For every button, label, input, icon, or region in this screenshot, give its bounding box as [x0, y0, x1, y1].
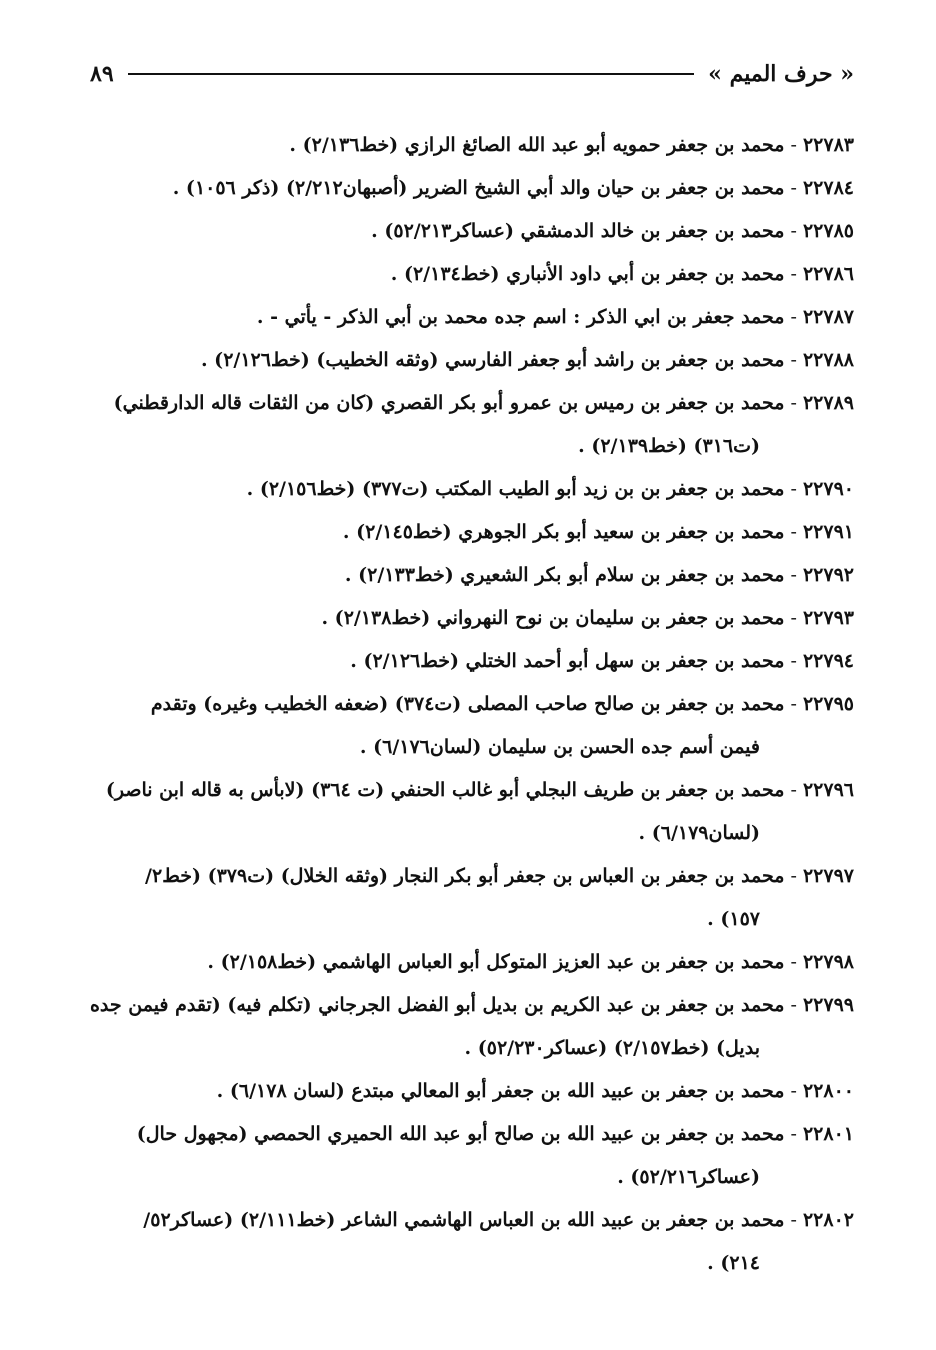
entry-separator: - [784, 177, 803, 199]
entry-line [84, 382, 854, 425]
list-item [84, 296, 854, 339]
entry-separator: - [784, 220, 803, 242]
entry-text: محمد بن جعفر حمويه أبو عبد الله الصائغ الرازي (خط٢/١٣٦) . [289, 134, 785, 156]
page-header [90, 56, 854, 92]
entry-separator: - [784, 994, 803, 1016]
section-title: « حرف الميم » [708, 61, 854, 87]
list-item [84, 1070, 854, 1113]
entry-separator: - [784, 564, 803, 586]
entry-text: محمد بن جعفر بن عبيد الله بن جعفر أبو المعالي مبتدع (لسان ٦/١٧٨) . [216, 1080, 785, 1102]
list-item [84, 941, 854, 984]
entry-text: محمد بن جعفر بن صالح صاحب المصلى (ت٣٧٤) (ضعفه الخطيب وغيره) وتقدم [150, 693, 785, 715]
entry-text: محمد بن جعفر بن طريف البجلي أبو غالب الحنفي (ت ٣٦٤) (لابأس به قاله ابن ناصر) [105, 779, 785, 801]
list-item [84, 339, 854, 382]
list-item [84, 1113, 854, 1199]
list-item [84, 124, 854, 167]
entry-separator: - [784, 607, 803, 629]
entry-line [84, 210, 854, 253]
entry-number: ٢٢٧٩٨ [802, 951, 854, 973]
list-item [84, 984, 854, 1070]
entry-text: محمد بن جعفر بن عبد الكريم بن بديل أبو الفضل الجرجاني (تكلم فيه) (تقدم فيمن جده [89, 994, 785, 1016]
entry-number: ٢٢٧٨٧ [802, 306, 854, 328]
entry-number: ٢٢٧٩٦ [802, 779, 854, 801]
entry-list [84, 124, 854, 1285]
entry-number: ٢٢٧٨٥ [802, 220, 854, 242]
entry-number: ٢٢٧٩٧ [802, 865, 854, 887]
header-rule [128, 73, 695, 75]
entry-number: ٢٢٧٨٨ [802, 349, 854, 371]
entry-line [84, 640, 854, 683]
entry-text: محمد بن جعفر بن العباس بن جعفر أبو بكر النجار (وثقه الخلال) (ت٣٧٩) (خط٢/ [145, 865, 785, 887]
entry-text: محمد بن جعفر بن عبيد الله بن صالح أبو عبد الله الحميري الحمصي (مجهول حال) [136, 1123, 785, 1145]
list-item [84, 468, 854, 511]
entry-text: محمد بن جعفر بن أبي داود الأنباري (خط٢/١٣٤) . [390, 263, 785, 285]
entry-continuation: (عساكر٥٢/٢١٦) . [617, 1166, 760, 1188]
list-item [84, 167, 854, 210]
entry-separator: - [784, 1209, 803, 1231]
entry-separator: - [784, 865, 803, 887]
entry-number: ٢٢٧٩١ [802, 521, 854, 543]
entry-text: محمد بن جعفر بن راشد أبو جعفر الفارسي (وثقه الخطيب) (خط٢/١٢٦) . [200, 349, 785, 371]
entry-continuation: فيمن أسم جده الحسن بن سليمان (لسان٦/١٧٦) . [359, 736, 760, 758]
list-item [84, 683, 854, 769]
entry-separator: - [784, 134, 803, 156]
entry-separator: - [784, 1080, 803, 1102]
list-item [84, 769, 854, 855]
entry-line [84, 167, 854, 210]
entry-number: ٢٢٧٩٩ [802, 994, 854, 1016]
entry-continuation: (لسان٦/١٧٩) . [638, 822, 760, 844]
entry-text: محمد بن جعفر بن سعيد أبو بكر الجوهري (خط٢/١٤٥) . [342, 521, 785, 543]
list-item [84, 597, 854, 640]
entry-line [84, 683, 854, 726]
entry-text: محمد بن جعفر بن حيان والد أبي الشيخ الضرير (أصبهان٢/٢١٢) (ذكر ١٠٥٦) . [172, 177, 785, 199]
entry-line [84, 1070, 854, 1113]
entry-number: ٢٢٨٠٠ [802, 1080, 854, 1102]
entry-separator: - [784, 521, 803, 543]
entry-line [84, 253, 854, 296]
entry-number: ٢٢٧٨٣ [802, 134, 854, 156]
list-item [84, 554, 854, 597]
list-item [84, 855, 854, 941]
entry-continuation: بديل) (خط٢/١٥٧) (عساكر٥٢/٢٣٠) . [464, 1037, 760, 1059]
entry-separator: - [784, 478, 803, 500]
entry-number: ٢٢٧٩٠ [802, 478, 854, 500]
list-item [84, 210, 854, 253]
entry-line [84, 984, 854, 1027]
entry-text: محمد بن جعفر بن عبيد الله بن العباس الهاشمي الشاعر (خط٢/١١١) (عساكر٥٢/ [143, 1209, 785, 1231]
entry-separator: - [784, 392, 803, 414]
entry-number: ٢٢٧٩٣ [802, 607, 854, 629]
list-item [84, 253, 854, 296]
entry-number: ٢٢٧٨٦ [802, 263, 854, 285]
entry-continuation: ٢١٤) . [707, 1252, 760, 1274]
entry-text: محمد بن جعفر بن سلام أبو بكر الشعيري (خط٢/١٣٣) . [344, 564, 785, 586]
entry-line [84, 769, 854, 812]
list-item [84, 511, 854, 554]
entry-number: ٢٢٧٩٤ [802, 650, 854, 672]
entry-separator: - [784, 349, 803, 371]
entry-line [84, 124, 854, 167]
entry-text: محمد بن جعفر بن رميس بن عمرو أبو بكر القصري (كان من الثقات قاله الدارقطني) [113, 392, 785, 414]
entry-line [84, 597, 854, 640]
entry-text: محمد بن جعفر بن سهل أبو أحمد الختلي (خط٢/١٢٦) . [350, 650, 785, 672]
entry-line [84, 339, 854, 382]
entry-text: محمد بن جعفر بن سليمان بن نوح النهرواني (خط٢/١٣٨) . [321, 607, 785, 629]
entry-line [84, 468, 854, 511]
entry-line [84, 1113, 854, 1156]
entry-number: ٢٢٨٠١ [802, 1123, 854, 1145]
entry-line [84, 511, 854, 554]
entry-line [84, 296, 854, 339]
list-item [84, 640, 854, 683]
entry-separator: - [784, 693, 803, 715]
entry-separator: - [784, 263, 803, 285]
page-number: ٨٩ [90, 61, 114, 87]
entry-separator: - [784, 951, 803, 973]
entry-line [84, 1199, 854, 1242]
entry-number: ٢٢٧٩٥ [802, 693, 854, 715]
entry-continuation: (ت٣١٦) (خط٢/١٣٩) . [578, 435, 760, 457]
entry-text: محمد بن جعفر بن عبد العزيز المتوكل أبو العباس الهاشمي (خط٢/١٥٨) . [207, 951, 785, 973]
entry-text: محمد بن جعفر بن بن زيد أبو الطيب المكتب (ت٣٧٧) (خط٢/١٥٦) . [246, 478, 785, 500]
entry-line [84, 855, 854, 898]
entry-separator: - [784, 306, 803, 328]
entry-separator: - [784, 779, 803, 801]
entry-number: ٢٢٨٠٢ [802, 1209, 854, 1231]
entry-line [84, 941, 854, 984]
entry-number: ٢٢٧٨٤ [802, 177, 854, 199]
list-item [84, 382, 854, 468]
entry-number: ٢٢٧٨٩ [802, 392, 854, 414]
entry-text: محمد بن جعفر بن خالد الدمشقي (عساكر٥٢/٢١٣) . [371, 220, 785, 242]
entry-line [84, 554, 854, 597]
entry-separator: - [784, 1123, 803, 1145]
entry-text: محمد جعفر بن ابي الذكر : اسم جده محمد بن أبي الذكر - يأتي - . [256, 306, 785, 328]
entry-continuation: ١٥٧) . [707, 908, 760, 930]
list-item [84, 1199, 854, 1285]
entry-separator: - [784, 650, 803, 672]
entry-number: ٢٢٧٩٢ [802, 564, 854, 586]
